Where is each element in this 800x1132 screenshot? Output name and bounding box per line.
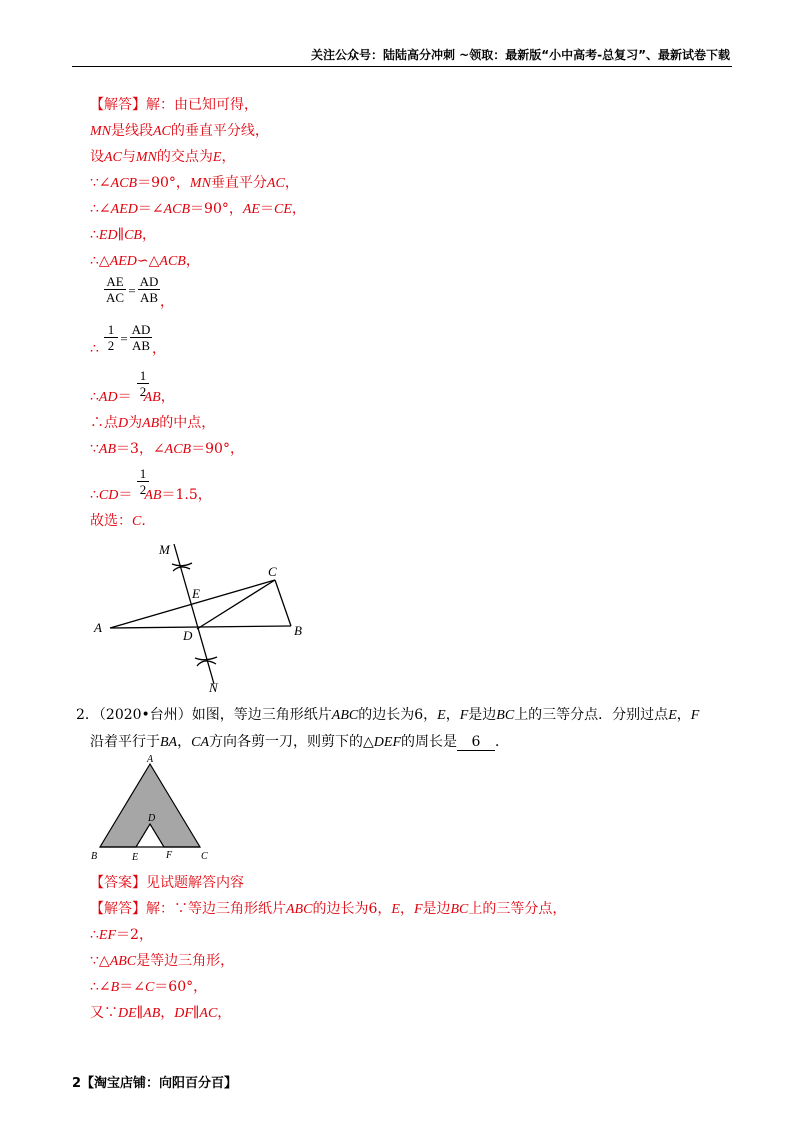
text: CB: [124, 228, 142, 243]
text: MN: [135, 150, 157, 165]
text: BC: [496, 708, 515, 723]
text: F: [413, 902, 423, 917]
shop-text: 【淘宝店铺：向阳百分百】: [81, 1076, 238, 1091]
text: AB: [143, 1006, 161, 1021]
text: .: [141, 513, 146, 529]
solution-line-2: [90, 122, 269, 141]
question-2-line-2: [90, 731, 509, 751]
text: 的中点，: [159, 415, 216, 431]
text: ，: [399, 901, 414, 917]
text: ACB: [164, 442, 192, 457]
text: ＝90°，: [191, 441, 244, 457]
solution-2-line-5: [90, 1004, 231, 1023]
text: 是等边三角形，: [136, 953, 235, 969]
text: ACB: [159, 254, 186, 269]
text: AB: [143, 390, 161, 405]
text: ∴∠: [90, 201, 111, 217]
text: 故选：: [90, 513, 132, 529]
text: F: [459, 708, 469, 723]
segment-dc: [197, 580, 275, 629]
text: F: [690, 708, 700, 723]
construction-arc-bottom-2: [197, 661, 216, 666]
text: EF: [98, 928, 117, 943]
text: AB: [144, 488, 162, 503]
text: E: [668, 708, 677, 723]
text: DF: [174, 1006, 193, 1021]
text: ∥: [117, 227, 125, 243]
text: ∴点: [90, 415, 118, 431]
text: AC: [104, 150, 122, 165]
solution-2-line-3: [90, 952, 234, 971]
page-header: [72, 44, 732, 67]
text: ∴: [90, 389, 99, 405]
solution-line-14: [90, 512, 146, 531]
text: ，: [160, 1005, 175, 1021]
text: 方向各剪一刀，则剪下的△: [209, 734, 374, 750]
label-m: M: [159, 542, 170, 557]
perpendicular-bisector-mn: [174, 544, 214, 684]
equals-sign: [127, 283, 137, 299]
page-footer: [72, 1072, 237, 1091]
solution-line-4: [90, 174, 299, 193]
segment-cb: [275, 580, 291, 626]
therefore-symbol: [90, 340, 99, 358]
text: AED: [109, 254, 137, 269]
text: B: [110, 980, 120, 995]
solution-line-3: [90, 148, 235, 167]
text: 【解答】解：∵等边三角形纸片: [90, 901, 286, 917]
text: ＝90°，: [190, 201, 243, 217]
solution-line-12: [90, 440, 244, 459]
text: 设: [90, 149, 104, 165]
text: C: [144, 980, 155, 995]
label-a: A: [94, 620, 102, 635]
text: ABC: [331, 708, 359, 723]
text: ＝∠: [119, 979, 145, 995]
solution-line-7: [90, 252, 200, 271]
text: ACB: [110, 176, 138, 191]
text: 垂直平分: [210, 175, 267, 191]
text: ＝3，∠: [116, 441, 165, 457]
numerator: 1: [107, 322, 115, 337]
text: ∴: [90, 227, 99, 243]
header-text: 关注公众号：陆陆高分冲刺 ~领取：最新版“小中高考-总复习”、最新试卷下载: [311, 48, 730, 62]
text: 的垂直平分线，: [170, 123, 269, 139]
label-f: F: [166, 850, 173, 861]
text: ，: [141, 227, 156, 243]
label-e: E: [132, 852, 139, 863]
text: E: [437, 708, 446, 723]
solution-line-10: [90, 388, 175, 407]
label-b: B: [294, 623, 302, 638]
text: ∥: [192, 1005, 200, 1021]
numerator: 1: [139, 368, 147, 383]
text: MN: [189, 176, 211, 191]
text: ＝: [118, 487, 133, 503]
denominator: 2: [107, 338, 115, 353]
label-d: D: [183, 628, 193, 643]
text: ∵∠: [90, 175, 111, 191]
text: =: [128, 283, 136, 298]
text: E: [391, 902, 400, 917]
text: ACB: [163, 202, 191, 217]
text: D: [118, 416, 129, 431]
solution-line-1: [90, 96, 258, 114]
text: ＝∠: [137, 201, 164, 217]
answer-line: [90, 874, 244, 892]
label-n: N: [209, 680, 218, 695]
denominator: 2: [139, 384, 147, 399]
text: 是边: [422, 901, 451, 917]
text: 上的三等分点．分别过点: [514, 707, 669, 723]
text: ，: [152, 341, 166, 357]
text: 【答案】见试题解答内容: [90, 875, 244, 891]
numerator: AD: [131, 322, 151, 337]
fraction-one-half: [137, 466, 149, 497]
text: AC: [266, 176, 285, 191]
text: ∵: [90, 441, 99, 457]
text: ，: [284, 175, 299, 191]
text: 沿着平行于: [90, 734, 160, 750]
text: ，: [217, 1005, 232, 1021]
denominator: 2: [139, 482, 147, 497]
text: ，: [445, 707, 460, 723]
solution-2-line-2: [90, 926, 153, 945]
text: CA: [191, 735, 209, 750]
solution-line-13: [90, 486, 212, 505]
text: CE: [273, 202, 292, 217]
text: =: [120, 331, 128, 346]
text: 的边长为6，: [358, 707, 438, 723]
text: ＝1.5，: [161, 487, 212, 503]
text: DE: [118, 1006, 137, 1021]
text: BA: [160, 735, 178, 750]
page-number: 2: [72, 1076, 82, 1091]
label-c: C: [268, 564, 277, 579]
text: 的边长为6，: [312, 901, 392, 917]
fraction-ad-ab: [138, 274, 160, 305]
text: ∴△: [90, 253, 110, 269]
text: 又∵: [90, 1005, 118, 1021]
text: ∴∠: [90, 979, 111, 995]
fraction-tail: [160, 293, 174, 311]
text: ，: [160, 389, 175, 405]
text: AB: [142, 416, 160, 431]
numerator: AE: [106, 274, 124, 289]
text: BC: [450, 902, 469, 917]
text: ．: [495, 734, 509, 750]
label-a: A: [147, 754, 154, 765]
fraction-tail: [152, 340, 166, 358]
text: AD: [98, 390, 118, 405]
text: ＝60°，: [154, 979, 208, 995]
fraction-ae-ac: [104, 274, 126, 305]
denominator: AB: [139, 290, 159, 305]
text: 【解答】解：由已知可得，: [90, 97, 258, 113]
label-e: E: [192, 586, 200, 601]
solution-2-line-4: [90, 978, 207, 997]
text: ＝: [259, 201, 274, 217]
question-2-line-1: [76, 704, 699, 724]
text: ＝2，: [116, 927, 153, 943]
text: AC: [199, 1006, 218, 1021]
denominator: AB: [131, 338, 151, 353]
text: ，: [221, 149, 236, 165]
label-b: B: [91, 851, 98, 862]
text: ＝: [117, 389, 132, 405]
text: MN: [90, 124, 111, 139]
text: 的交点为: [156, 149, 213, 165]
text: ABC: [109, 954, 137, 969]
label-c: C: [201, 851, 208, 862]
fraction-one-half: [137, 368, 149, 399]
solution-2-line-1: [90, 900, 566, 919]
text: 上的三等分点，: [468, 901, 567, 917]
solution-line-6: [90, 226, 156, 245]
denominator: AC: [105, 290, 125, 305]
text: ∵△: [90, 953, 110, 969]
text: ∽△: [136, 253, 160, 269]
construction-arc-top-1: [172, 563, 192, 566]
text: ∥: [136, 1005, 144, 1021]
text: ∴: [90, 341, 99, 357]
text: AC: [153, 124, 171, 139]
text: ＝90°，: [137, 175, 190, 191]
text: DEF: [373, 735, 401, 750]
text: 为: [128, 415, 143, 431]
equals-sign: [119, 331, 129, 347]
solution-line-5: [90, 200, 306, 219]
text: ∴: [90, 487, 99, 503]
solution-line-11: [90, 414, 215, 433]
text: ABC: [286, 902, 313, 917]
text: E: [212, 150, 222, 165]
text: 是线段: [111, 123, 153, 139]
numerator: AD: [139, 274, 159, 289]
text: ，: [185, 253, 200, 269]
fraction-one-half: [104, 322, 118, 353]
numerator: 1: [139, 466, 147, 481]
text: 是边: [468, 707, 497, 723]
text: ∴: [90, 927, 99, 943]
text: CD: [98, 488, 119, 503]
geometry-figure-1: [80, 536, 320, 696]
text: ，: [160, 294, 174, 310]
text: ，: [291, 201, 306, 217]
text: C: [132, 514, 142, 529]
text: 2．（2020•台州）如图，等边三角形纸片: [76, 707, 332, 723]
text: ED: [98, 228, 118, 243]
shaded-region: [100, 764, 200, 847]
text: AED: [110, 202, 138, 217]
text: ，: [177, 734, 192, 750]
label-d: D: [148, 813, 156, 824]
text: 的周长是: [401, 734, 457, 750]
text: 与: [121, 149, 136, 165]
geometry-figure-2: [86, 752, 216, 864]
text: AE: [242, 202, 260, 217]
text: AB: [98, 442, 117, 457]
text: ，: [676, 707, 691, 723]
fraction-ad-ab: [130, 322, 152, 353]
answer-blank: 6: [457, 734, 495, 751]
